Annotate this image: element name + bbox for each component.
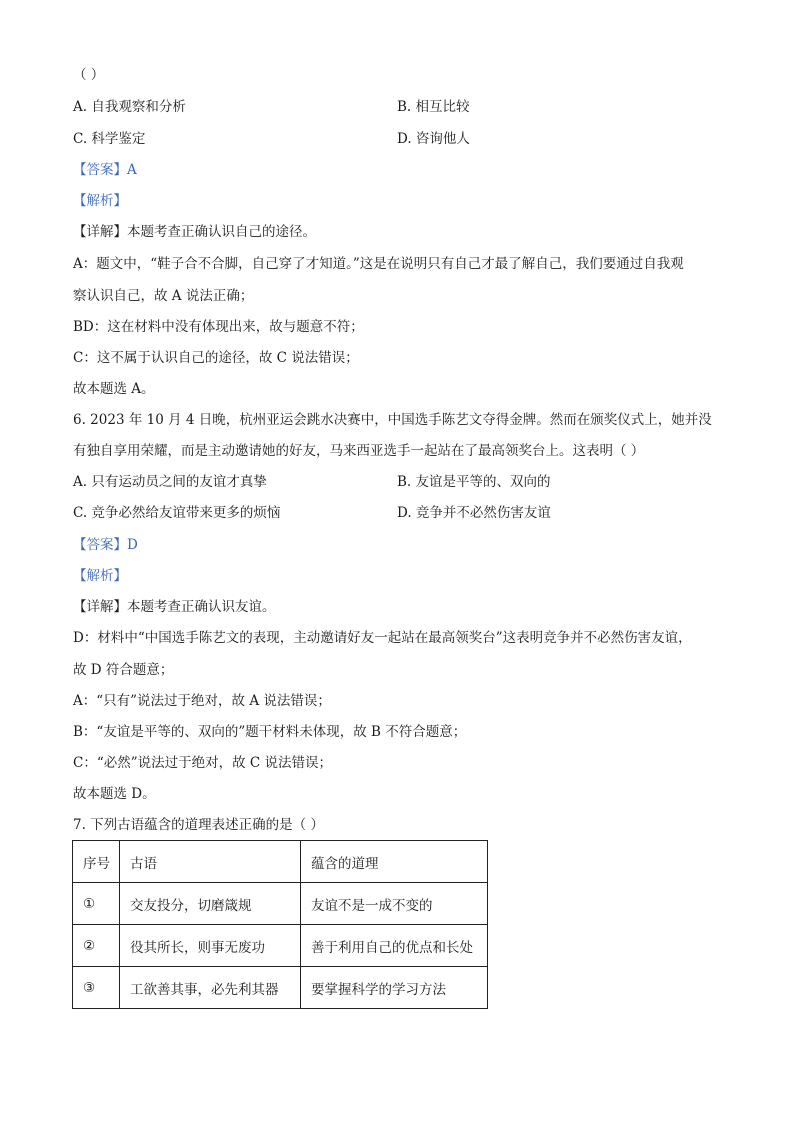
q6-answer: 【答案】D	[73, 537, 138, 553]
q5-answer: 【答案】A	[73, 162, 137, 178]
q5-detail-line: 【详解】本题考查正确认识自己的途径。	[73, 224, 316, 240]
q5-option-c: C. 科学鉴定	[73, 131, 146, 147]
q5-detail-line: 察认识自己，故 A 说法正确；	[73, 288, 254, 304]
table-row	[73, 925, 488, 967]
q6-option-d: D. 竞争并不必然伤害友谊	[397, 505, 551, 521]
table-cell: 要掌握科学的学习方法	[301, 967, 488, 1009]
q6-option-c: C. 竞争必然给友谊带来更多的烦恼	[73, 505, 281, 521]
q5-option-b: B. 相互比较	[397, 99, 470, 115]
table-cell: ②	[73, 925, 120, 967]
q6-option-a: A. 只有运动员之间的友谊才真挚	[73, 474, 267, 490]
q6-detail-line: 【详解】本题考查正确认识友谊。	[73, 599, 276, 615]
q7-table	[72, 840, 488, 1009]
q6-detail-line: D：材料中“中国选手陈艺文的表现，主动邀请好友一起站在最高领奖台”这表明竞争并不必然伤害友谊，	[73, 630, 692, 646]
q6-detail-line: A：“只有”说法过于绝对，故 A 说法错误；	[73, 693, 331, 709]
table-cell: 工欲善其事，必先利其器	[120, 967, 301, 1009]
q6-detail-line: B：“友谊是平等的、双向的”题干材料未体现，故 B 不符合题意；	[73, 724, 467, 740]
table-header-cell: 序号	[73, 841, 120, 883]
table-cell: 友谊不是一成不变的	[301, 883, 488, 925]
q6-stem-line: 有独自享用荣耀，而是主动邀请她的好友，马来西亚选手一起站在了最高领奖台上。这表明（ ）	[73, 443, 645, 459]
q6-analysis-tag: 【解析】	[73, 568, 127, 584]
table-cell: ③	[73, 967, 120, 1009]
q5-analysis-tag: 【解析】	[73, 193, 127, 209]
table-row	[73, 967, 488, 1009]
table-header-row	[73, 841, 488, 883]
table-cell: 役其所长，则事无废功	[120, 925, 301, 967]
q6-stem-line: 6. 2023 年 10 月 4 日晚，杭州亚运会跳水决赛中，中国选手陈艺文夺得金牌。然而在颁奖仪式上，她并没	[73, 412, 712, 428]
q5-detail-line: 故本题选 A。	[73, 381, 155, 397]
q6-option-b: B. 友谊是平等的、双向的	[397, 474, 551, 490]
q5-detail-line: BD：这在材料中没有体现出来，故与题意不符；	[73, 319, 364, 335]
q5-detail-line: A：题文中，“鞋子合不合脚，自己穿了才知道。”这是在说明只有自己才最了解自己，我们要通过自我观	[73, 256, 684, 272]
q5-detail-line: C：这不属于认识自己的途径，故 C 说法错误；	[73, 350, 359, 366]
table-header-cell: 蕴含的道理	[301, 841, 488, 883]
table-row	[73, 883, 488, 925]
table-header-cell: 古语	[120, 841, 301, 883]
q6-detail-line: C：“必然”说法过于绝对，故 C 说法错误；	[73, 755, 333, 771]
q5-option-a: A. 自我观察和分析	[73, 99, 186, 115]
q5-stem-tail: （ ）	[73, 67, 105, 83]
q7-stem: 7. 下列古语蕴含的道理表述正确的是（ ）	[73, 817, 324, 833]
table-cell: 交友投分，切磨箴规	[120, 883, 301, 925]
q6-detail-line: 故 D 符合题意；	[73, 662, 174, 678]
q6-detail-line: 故本题选 D。	[73, 786, 156, 802]
table-cell: 善于利用自己的优点和长处	[301, 925, 488, 967]
table-cell: ①	[73, 883, 120, 925]
q5-option-d: D. 咨询他人	[397, 131, 470, 147]
